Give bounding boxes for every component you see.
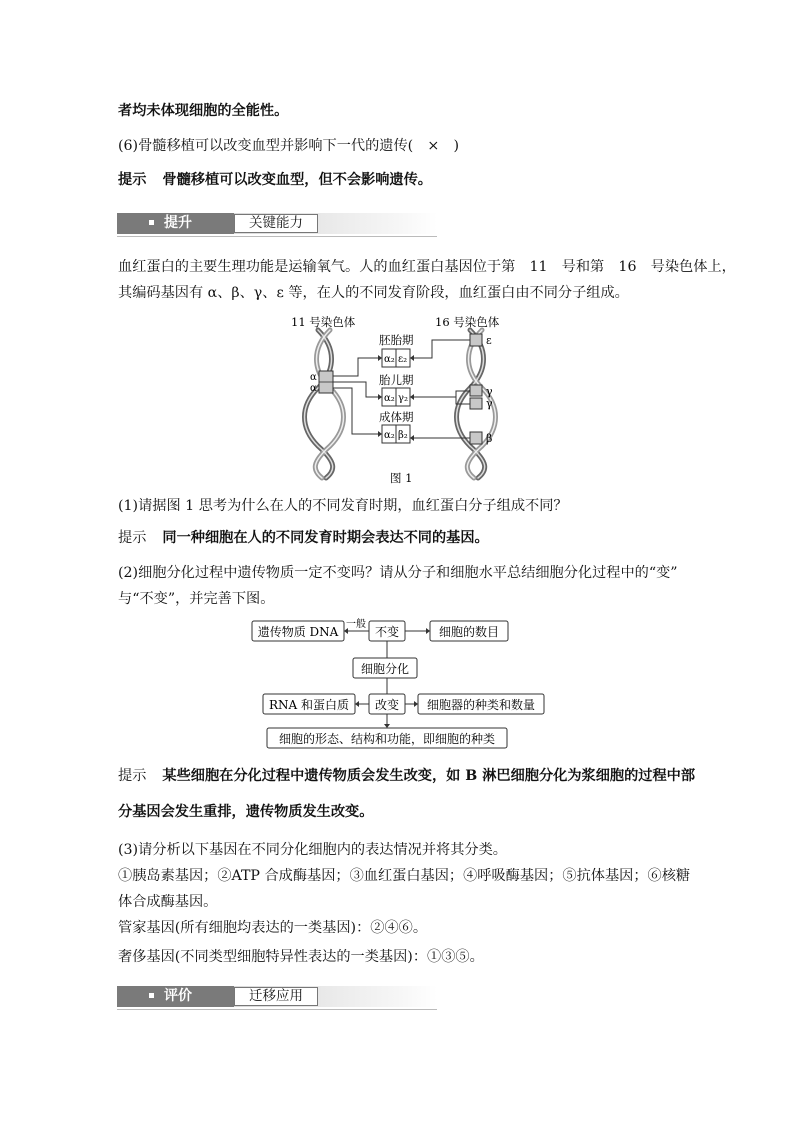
svg-text:ε₂: ε₂ (398, 354, 408, 365)
beta-label: β (486, 432, 493, 445)
chromosome-11-label: 11 号染色体 (291, 315, 356, 329)
unchanged-label: 不变 (374, 625, 400, 639)
question-2-line-2: 与“不变”，并完善下图。 (118, 591, 275, 607)
gamma-gene-block-2 (470, 398, 482, 409)
cell-types-label: 细胞的形态、结构和功能，即细胞的种类 (278, 732, 496, 746)
alpha-label-lower: α (310, 383, 317, 394)
gene-list-line-1: ①胰岛素基因；②ATP 合成酶基因；③血红蛋白基因；④呼吸酶基因；⑤抗体基因；⑥核糖 (118, 868, 691, 884)
gene-list-line-2: 体合成酶基因。 (118, 894, 218, 910)
alpha-label-upper: α (310, 372, 317, 383)
tip-label: 提示 (118, 530, 147, 546)
intro-line-1: 血红蛋白的主要生理功能是运输氧气。人的血红蛋白基因位于第 11 号和第 16 号染色体上， (118, 259, 736, 275)
beta-gene-block (470, 432, 482, 444)
chr16-arrowheads (410, 355, 414, 441)
svg-text:α₂: α₂ (384, 393, 395, 404)
svg-text:γ₂: γ₂ (398, 393, 408, 404)
question-1: (1)请据图 1 思考为什么在人的不同发育时期，血红蛋白分子组成不同？ (118, 498, 568, 514)
differentiation-label: 细胞分化 (360, 662, 410, 676)
banner-subtitle: 迁移应用 (234, 987, 318, 1006)
changed-label: 改变 (374, 698, 400, 712)
svg-text:β₂: β₂ (398, 430, 408, 441)
chromosome-11-helix (305, 330, 344, 478)
alpha-connectors (333, 358, 378, 434)
epsilon-label: ε (486, 334, 492, 347)
figure-caption: 图 1 (390, 471, 413, 485)
continued-text-line: 者均未体现细胞的全能性。 (118, 103, 289, 119)
tip-text: 骨髓移植可以改变血型，但不会影响遗传。 (162, 172, 432, 188)
organelles-label: 细胞器的种类和数量 (426, 698, 536, 712)
hemoglobin-gene-figure (290, 308, 530, 490)
section-banner-evaluate (117, 986, 437, 1007)
question-2-line-1: (2)细胞分化过程中遗传物质一定不变吗？请从分子和细胞水平总结细胞分化过程中的“变” (118, 565, 678, 581)
square-bullet-icon (149, 993, 154, 998)
tip-label: 提示 (118, 172, 147, 188)
chr16-connectors (414, 340, 470, 438)
rna-protein-label: RNA 和蛋白质 (268, 698, 350, 712)
gamma-label-2: γ (486, 397, 493, 410)
banner-title: 评价 (117, 986, 234, 1007)
banner-title: 提升 (117, 213, 234, 234)
banner-underline (117, 236, 437, 237)
tip-statement-6 (118, 170, 432, 190)
question-3: (3)请分析以下基因在不同分化细胞内的表达情况并将其分类。 (118, 842, 507, 858)
housekeeping-genes: 管家基因(所有细胞均表达的一类基因)：②④⑥。 (118, 920, 428, 936)
differentiation-flow-diagram (250, 614, 550, 754)
fetus-hemoglobin-box (382, 388, 410, 406)
alpha-arrowheads (378, 355, 382, 437)
gamma-label-1: γ (486, 385, 493, 398)
stage-fetus-label: 胎儿期 (379, 373, 414, 387)
stage-embryo-label: 胚胎期 (379, 333, 414, 347)
tip-question-1 (118, 528, 489, 548)
dna-label: 遗传物质 DNA (257, 625, 339, 639)
tip-text: 同一种细胞在人的不同发育时期会表达不同的基因。 (162, 530, 489, 546)
epsilon-gene-block (470, 334, 482, 346)
svg-text:α₂: α₂ (384, 354, 395, 365)
tip-text: 某些细胞在分化过程中遗传物质会发生改变，如 B 淋巴细胞分化为浆细胞的过程中部 (162, 768, 696, 784)
embryo-hemoglobin-box (382, 349, 410, 367)
gamma-gene-block-1 (470, 385, 482, 396)
stage-adult-label: 成体期 (379, 410, 414, 424)
banner-subtitle: 关键能力 (234, 214, 318, 233)
luxury-genes: 奢侈基因(不同类型细胞特异性表达的一类基因)：①③⑤。 (118, 949, 484, 965)
tip-question-2-line-2: 分基因会发生重排，遗传物质发生改变。 (118, 804, 374, 820)
svg-text:α₂: α₂ (384, 430, 395, 441)
banner-underline (117, 1009, 437, 1010)
tip-label: 提示 (118, 768, 147, 784)
chromosome-16-label: 16 号染色体 (435, 315, 500, 329)
tip-question-2-line-1 (118, 766, 695, 786)
cell-count-label: 细胞的数目 (438, 625, 500, 639)
adult-hemoglobin-box (382, 425, 410, 443)
section-banner-improve (117, 213, 437, 234)
statement-6: (6)骨髓移植可以改变血型并影响下一代的遗传( × ) (118, 138, 459, 154)
intro-line-2: 其编码基因有 α、β、γ、ε 等，在人的不同发育阶段，血红蛋白由不同分子组成。 (118, 285, 629, 301)
general-label: 一般 (346, 619, 366, 630)
square-bullet-icon (149, 220, 154, 225)
